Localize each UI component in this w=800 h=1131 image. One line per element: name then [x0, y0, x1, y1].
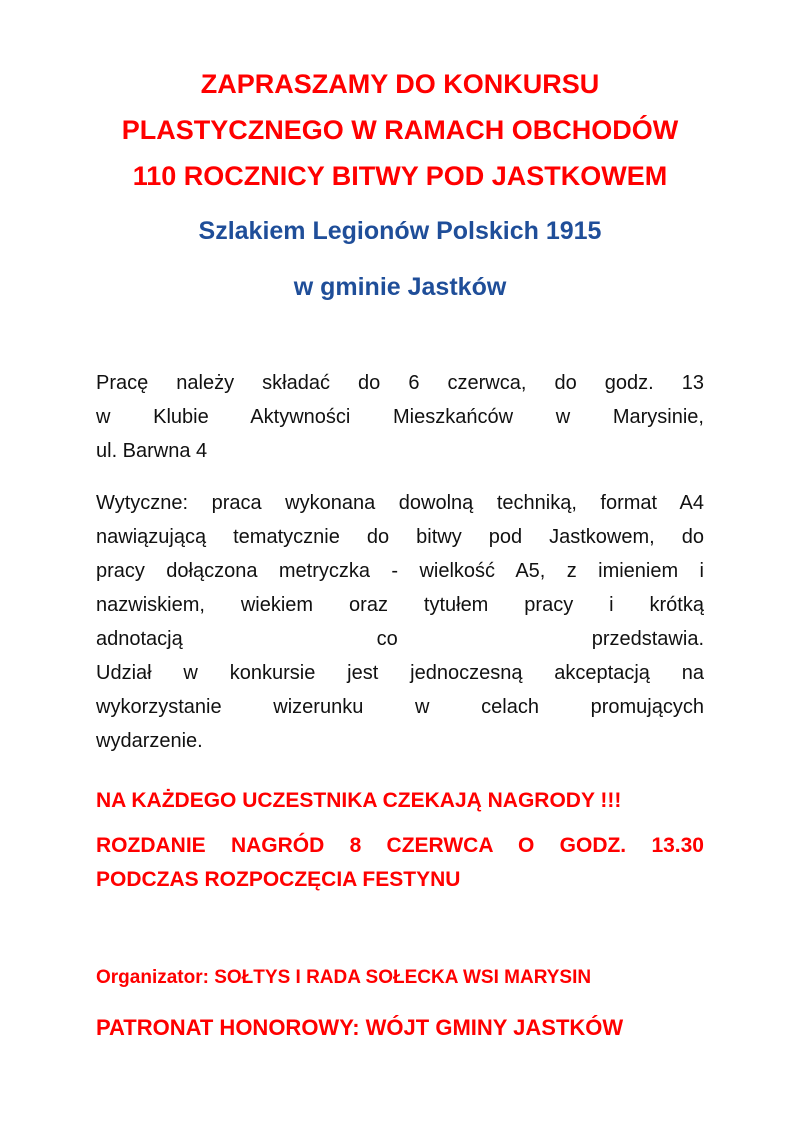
title-line-1: ZAPRASZAMY DO KONKURSU: [200, 69, 600, 99]
guidelines-line-6: Udział w konkursie jest jednoczesną akceptacją na: [96, 662, 704, 684]
title-line-2: PLASTYCZNEGO W RAMACH OBCHODÓW: [121, 115, 679, 145]
guidelines-line-1: Wytyczne: praca wykonana dowolną techniką, format A4: [96, 492, 704, 514]
organizer-line: Organizator: SOŁTYS I RADA SOŁECKA WSI MARYSIN: [96, 967, 592, 988]
submission-line-2: w Klubie Aktywności Mieszkańców w Marysinie,: [96, 406, 704, 428]
guidelines-line-7: wykorzystanie wizerunku w celach promujących: [96, 696, 704, 718]
title-line-3: 110 ROCZNICY BITWY POD JASTKOWEM: [132, 161, 668, 191]
ceremony-line-1: ROZDANIE NAGRÓD 8 CZERWCA O GODZ. 13.30: [96, 834, 704, 857]
guidelines-line-3: pracy dołączona metryczka - wielkość A5, z imieniem i: [96, 560, 704, 582]
submission-line-1: Pracę należy składać do 6 czerwca, do godz. 13: [96, 372, 704, 394]
prizes-announcement: NA KAŻDEGO UCZESTNIKA CZEKAJĄ NAGRODY !!!: [96, 789, 622, 812]
ceremony-line-2: PODCZAS ROZPOCZĘCIA FESTYNU: [96, 868, 461, 891]
guidelines-line-5: adnotacją co przedstawia.: [96, 628, 704, 650]
guidelines-paragraph: [96, 486, 704, 758]
ceremony-announcement: [96, 829, 704, 897]
guidelines-line-8: wydarzenie.: [96, 730, 203, 752]
guidelines-line-4: nazwiskiem, wiekiem oraz tytułem pracy i krótką: [96, 594, 704, 616]
submission-line-3: ul. Barwna 4: [96, 440, 208, 462]
subtitle-trail: Szlakiem Legionów Polskich 1915: [198, 217, 602, 245]
guidelines-line-2: nawiązującą tematycznie do bitwy pod Jastkowem, do: [96, 526, 704, 548]
submission-paragraph: [96, 366, 704, 468]
poster-title: [60, 61, 740, 199]
patron-line: PATRONAT HONOROWY: WÓJT GMINY JASTKÓW: [96, 1015, 624, 1040]
subtitle-commune: w gminie Jastków: [293, 273, 507, 301]
